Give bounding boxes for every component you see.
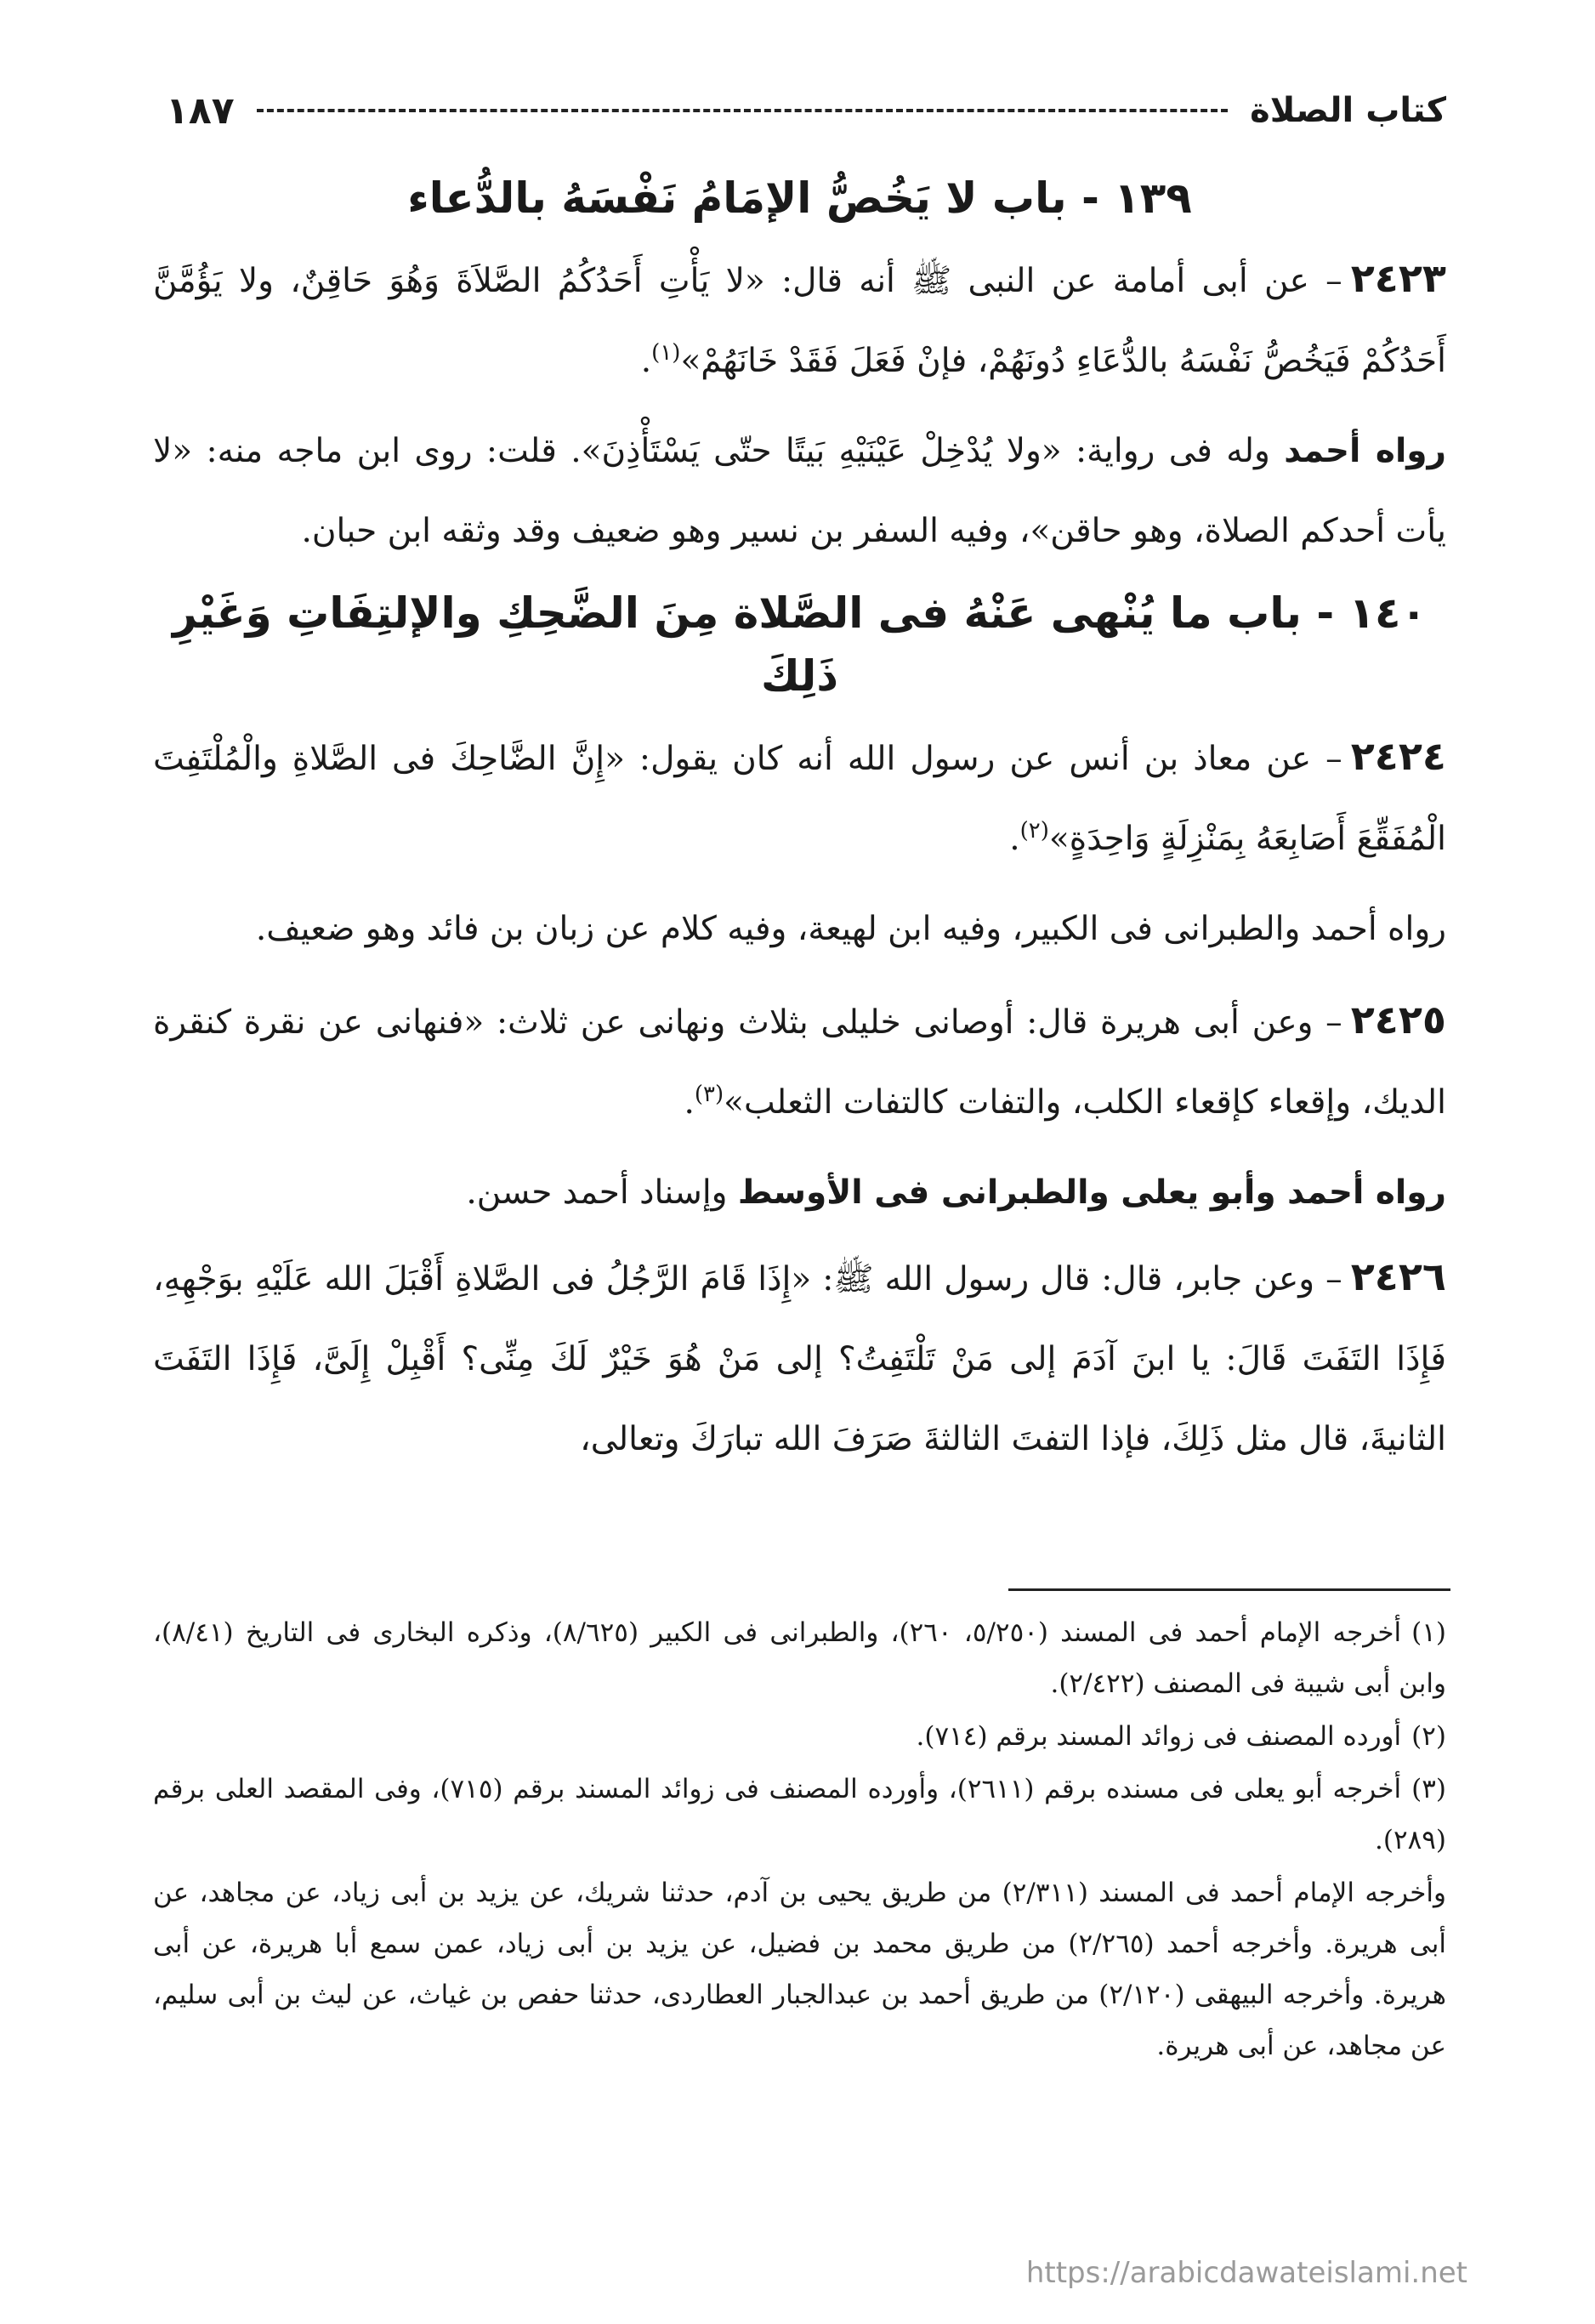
chapter-heading: ١٤٠ - باب ما يُنْهى عَنْهُ فى الصَّلاة مِنَ الضَّحِكِ والإلتِفَاتِ وَغَيْرِ ذَلِكَ bbox=[172, 588, 1428, 701]
hadith-number: ٢٤٢٥ bbox=[1350, 997, 1446, 1043]
commentary-text: وإسناد أحمد حسن. bbox=[466, 1173, 738, 1212]
commentary-paragraph bbox=[153, 1153, 1446, 1233]
footnote bbox=[153, 1607, 1446, 1709]
hadith-entry bbox=[153, 716, 1446, 879]
footnote bbox=[153, 1764, 1446, 1866]
footnote-text: أخرجه الإمام أحمد فى المسند (٥/٢٥٠، ٢٦٠)، والطبرانى فى الكبير (٨/٦٢٥)، وذكره البخارى فى التاريخ (٨/٤١)، وابن أبى شيبة فى المصنف (٢/٤٢٢). bbox=[153, 1617, 1446, 1699]
commentary-source: رواه أحمد وأبو يعلى والطبرانى فى الأوسط bbox=[737, 1173, 1446, 1212]
hadith-entry bbox=[153, 1236, 1446, 1480]
hadith-end: . bbox=[684, 1083, 695, 1122]
hadith-text: – وعن أبى هريرة قال: أوصانى خليلى بثلاث ونهانى عن ثلاث: «فنهانى عن نقرة كنقرة الديك، وإقعاء كإقعاء الكلب، والتفات كالتفات الثعلب» bbox=[153, 1003, 1446, 1122]
page-number: ١٨٧ bbox=[166, 88, 235, 133]
commentary-text: وله فى رواية: «ولا يُدْخِلْ عَيْنَيْهِ بَيتًا حتّى يَسْتَأْذِنَ». قلت: روى ابن ماجه منه: «لا يأت أحدكم الصلاة، وهو حاقن»، وفيه السفر بن نسير وهو ضعيف وقد وثقه ابن حبان. bbox=[153, 432, 1446, 550]
footnote-marker: (١) bbox=[1411, 1617, 1447, 1648]
footnote-ref[interactable]: (١) bbox=[651, 340, 681, 366]
footnote-continuation: وأخرجه الإمام أحمد فى المسند (٢/٣١١) من طريق يحيى بن آدم، حدثنا شريك، عن يزيد بن أبى زياد، عن مجاهد، عن أبى هريرة. وأخرجه أحمد (٢/٢٦٥) من طريق محمد بن فضيل، عن يزيد بن أبى زياد، عمن سمع أبا هريرة، عن أبى هريرة. وأخرجه البيهقى (٢/١٢٠) من طريق أحمد بن عبدالجبار العطاردى، حدثنا حفص بن غياث، عن ليث بن أبى سليم، عن مجاهد، عن أبى هريرة. bbox=[153, 1878, 1446, 2061]
footnote-separator bbox=[1008, 1588, 1450, 1591]
hadith-entry bbox=[153, 238, 1446, 401]
commentary-paragraph bbox=[153, 412, 1446, 571]
hadith-text: – عن أبى أمامة عن النبى ﷺ أنه قال: «لا يَأْتِ أَحَدُكُمُ الصَّلاَةَ وَهُوَ حَاقِنٌ، ولا يَؤُمَّنَّ أَحَدُكُمْ فَيَخُصُّ نَفْسَهُ بالدُّعَاءِ دُونَهُمْ، فإنْ فَعَلَ فَقَدْ خَانَهُمْ» bbox=[153, 262, 1446, 380]
header-dashed-line bbox=[257, 109, 1229, 112]
footnote-ref[interactable]: (٢) bbox=[1019, 818, 1049, 844]
footnote bbox=[153, 1711, 1446, 1762]
main-text bbox=[153, 162, 1446, 1490]
commentary-paragraph: رواه أحمد والطبرانى فى الكبير، وفيه ابن لهيعة، وفيه كلام عن زبان بن فائد وهو ضعيف. bbox=[255, 910, 1446, 948]
hadith-text: – وعن جابر، قال: قال رسول الله ﷺ: «إِذَا قَامَ الرَّجُلُ فى الصَّلاةِ أَقْبَلَ الله عَلَيْهِ بوَجْهِهِ، فَإِذَا التَفَتَ قَالَ: يا ابنَ آدَمَ إلى مَنْ تَلْتَفِتُ؟ إلى مَنْ هُوَ خَيْرٌ لَكَ مِنِّى؟ أَقْبِلْ إِلَىَّ، فَإِذَا التَفَتَ الثانيةَ، قال مثل ذَلِكَ، فإذا التفتَ الثالثةَ صَرَفَ الله تبارَكَ وتعالى، bbox=[153, 1260, 1446, 1458]
hadith-end: . bbox=[640, 342, 652, 380]
chapter-heading: ١٣٩ - باب لا يَخُصُّ الإمَامُ نَفْسَهُ بالدُّعاء bbox=[407, 173, 1192, 223]
commentary-source: رواه أحمد bbox=[1284, 432, 1446, 470]
hadith-entry bbox=[153, 980, 1446, 1143]
footnotes bbox=[153, 1607, 1446, 2073]
book-title: كتاب الصلاة bbox=[1250, 91, 1446, 130]
footnote-text: أورده المصنف فى زوائد المسند برقم (٧١٤). bbox=[916, 1721, 1402, 1752]
hadith-number: ٢٤٢٦ bbox=[1350, 1253, 1446, 1299]
hadith-number: ٢٤٢٤ bbox=[1350, 733, 1446, 779]
hadith-end: . bbox=[1009, 820, 1020, 858]
hadith-number: ٢٤٢٣ bbox=[1350, 255, 1446, 301]
hadith-text: – عن معاذ بن أنس عن رسول الله أنه كان يقول: «إِنَّ الضَّاحِكَ فى الصَّلاةِ والْمُلْتَفِتَ الْمُفَقِّعَ أَصَابِعَهُ بِمَنْزِلَةٍ وَاحِدَةٍ» bbox=[153, 740, 1446, 858]
footnote-marker: (٣) bbox=[1411, 1774, 1446, 1804]
page-header bbox=[166, 81, 1446, 140]
watermark-url: https://arabicdawateislami.net bbox=[1025, 2256, 1467, 2290]
footnote-ref[interactable]: (٣) bbox=[694, 1082, 724, 1107]
footnote-text: أخرجه أبو يعلى فى مسنده برقم (٢٦١١)، وأورده المصنف فى زوائد المسند برقم (٧١٥)، وفى المقصد العلى برقم (٢٨٩). bbox=[153, 1774, 1446, 1855]
footnote-marker: (٢) bbox=[1411, 1721, 1446, 1752]
